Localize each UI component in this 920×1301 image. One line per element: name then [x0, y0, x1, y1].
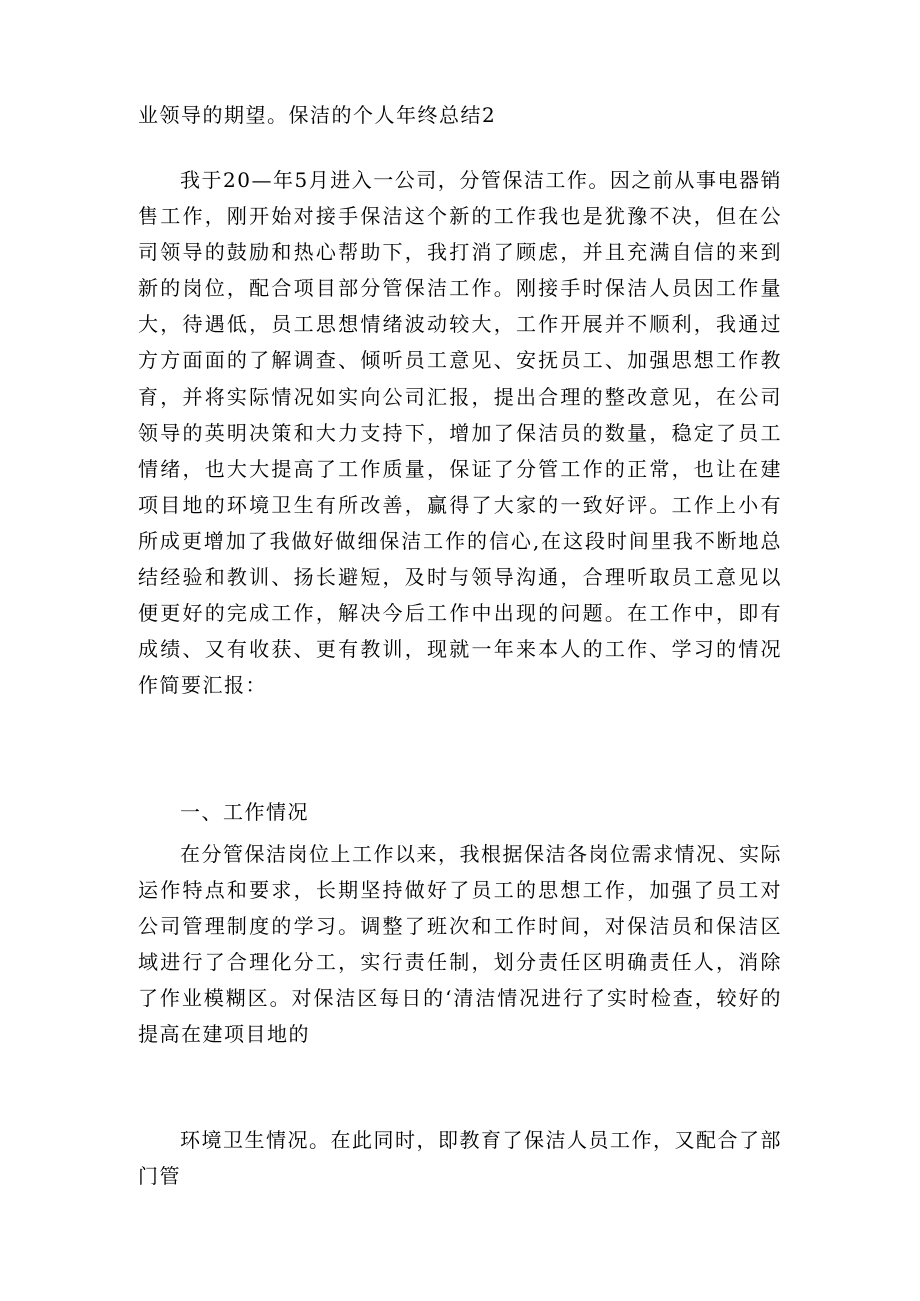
paragraph-intro: 我于20—年5月进入一公司，分管保洁工作。因之前从事电器销售工作，刚开始对接手保洁这个新的工作我也是犹豫不决，但在公司领导的鼓励和热心帮助下，我打消了顾虑，并且充满自信的来到新的岗位，配合项目部分管保洁工作。刚接手时保洁人员因工作量大，待遇低，员工思想情绪波动较大，工作开展并不顺利，我通过方方面面的了解调查、倾听员工意见、安抚员工、加强思想工作教育，并将实际情况如实向公司汇报，提出合理的整改意见，在公司领导的英明决策和大力支持下，增加了保洁员的数量，稳定了员工情绪，也大大提高了工作质量，保证了分管工作的正常，也让在建项目地的环境卫生有所改善，赢得了大家的一致好评。工作上小有所成更增加了我做好做细保洁工作的信心,在这段时间里我不断地总结经验和教训、扬长避短，及时与领导沟通，合理听取员工意见以便更好的完成工作，解决今后工作中出现的问题。在工作中，即有成绩、又有收获、更有教训，现就一年来本人的工作、学习的情况作简要汇报：	[138, 168, 782, 698]
section-heading-work-situation: 一、工作情况	[180, 800, 309, 824]
paragraph-continuation: 业领导的期望。保洁的个人年终总结2	[138, 103, 497, 127]
paragraph-environment: 环境卫生情况。在此同时，即教育了保洁人员工作，又配合了部门管	[138, 1128, 782, 1189]
paragraph-work-details: 在分管保洁岗位上工作以来，我根据保洁各岗位需求情况、实际运作特点和要求，长期坚持做好了员工的思想工作，加强了员工对公司管理制度的学习。调整了班次和工作时间，对保洁员和保洁区域进行了合理化分工，实行责任制，划分责任区明确责任人，消除了作业模糊区。对保洁区每日的‘清洁情况进行了实时检查，较好的提高在建项目地的	[138, 842, 782, 1047]
